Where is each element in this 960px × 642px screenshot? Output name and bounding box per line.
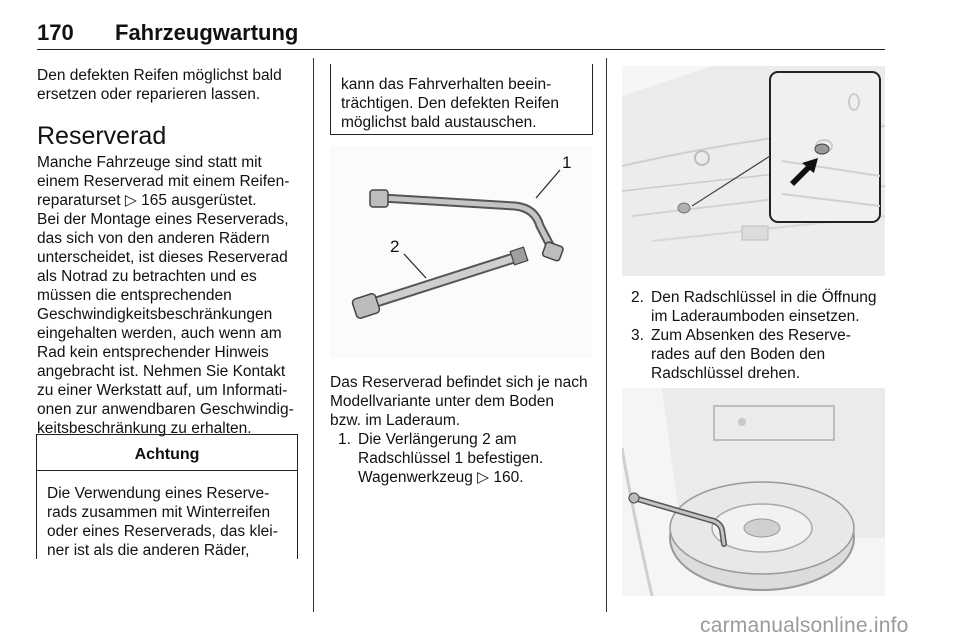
step-text: Den Radschlüssel in die Öffnung im Laderaumboden einsetzen. xyxy=(651,289,877,325)
column-divider xyxy=(313,58,314,612)
step-number: 2. xyxy=(631,289,644,306)
callout-label-1: 1 xyxy=(562,153,572,172)
step-number: 3. xyxy=(631,327,644,344)
warning-text-continued: kann das Fahrverhalten beein- trächtigen. Den defekten Reifen möglichst bald austauschen. xyxy=(341,76,559,131)
list-item-step-2 xyxy=(631,288,891,328)
extension-bar-icon xyxy=(351,247,527,319)
page-number: 170 xyxy=(37,20,74,45)
step-text: Die Verlängerung 2 am Radschlüssel 1 befestigen. Wagenwerkzeug ▷ 160. xyxy=(358,431,544,486)
spare-wheel-lowering-illustration xyxy=(622,388,885,596)
page-title: Fahrzeugwartung xyxy=(115,20,299,45)
warning-title: Achtung xyxy=(37,435,297,471)
paragraph-spare-location: Das Reserverad befindet sich je nach Modellvariante unter dem Boden bzw. im Laderaum. xyxy=(330,374,588,429)
paragraph-spare-wheel: Bei der Montage eines Reserverads, das sich von den anderen Rädern unterscheidet, ist dieses Reserverad als Notrad zu betrachten und es müssen die entsprechenden Geschwindigkeitsbeschränkungen eingehalten werden, auch wenn am Rad kein entsprechender Hinweis angebracht ist. Nehmen Sie Kontakt zu einer Werkstatt auf, um Informati- onen zur anwendbaren Geschwindig- keitsbeschränkung zu erhalten. xyxy=(37,211,294,437)
wheel-wrench-illustration xyxy=(330,146,592,358)
intro-paragraph: Den defekten Reifen möglichst bald ersetzen oder reparieren lassen. xyxy=(37,67,282,103)
warning-text: Die Verwendung eines Reserve- rads zusammen mit Winterreifen oder eines Reserverads, das klei- ner ist als die anderen Räder, xyxy=(47,485,278,559)
list-item-step-3 xyxy=(631,326,891,386)
warning-box-continued xyxy=(330,64,593,135)
spare-wheel-drawing xyxy=(622,388,885,596)
callout-label-2: 2 xyxy=(390,237,400,256)
callout-line-1 xyxy=(536,170,560,198)
load-floor-drawing xyxy=(622,66,885,276)
step-number: 1. xyxy=(338,431,351,448)
header-rule xyxy=(37,49,885,50)
step-text: Zum Absenken des Reserve- rades auf den Boden den Radschlüssel drehen. xyxy=(651,327,851,382)
warning-box xyxy=(36,434,298,559)
column-divider xyxy=(606,58,607,612)
opening-marker xyxy=(815,144,829,154)
list-item-step-1 xyxy=(338,430,598,490)
watermark: carmanualsonline.info xyxy=(700,614,909,637)
section-heading: Reserverad xyxy=(37,122,167,150)
callout-line-2 xyxy=(404,254,426,278)
paragraph-repair-kit: Manche Fahrzeuge sind statt mit einem Reserverad mit einem Reifen- reparaturset ▷ 165 ausgerüstet. xyxy=(37,154,290,209)
load-floor-illustration xyxy=(622,66,885,276)
wheel-wrench-drawing xyxy=(330,146,592,358)
